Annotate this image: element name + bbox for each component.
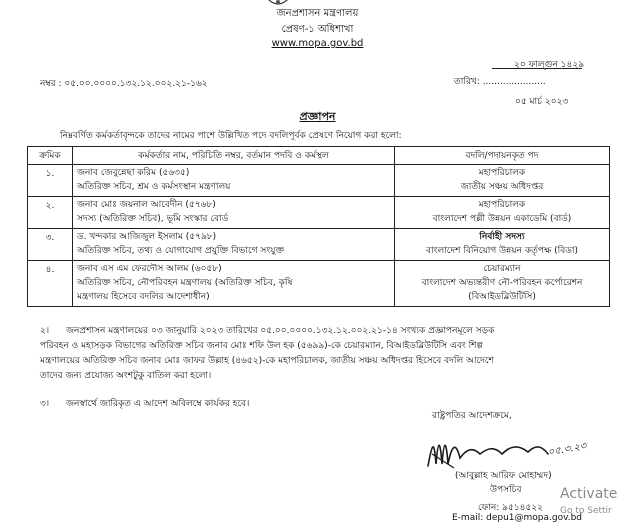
website-link[interactable]: www.mopa.gov.bd: [271, 38, 364, 49]
officer-position: অতিরিক্ত সচিব, শ্রম ও কর্মসংস্থান মন্ত্রণালয়: [77, 182, 231, 192]
settings-watermark: Go to Settir: [560, 506, 612, 516]
date-english: ০৫ মার্চ ২০২৩: [515, 97, 569, 107]
officer-position: সদস্য (অতিরিক্ত সচিব), ভূমি সংস্কার বোর্ড: [77, 214, 229, 224]
row-posting: [395, 197, 610, 229]
ministry-name: জনপ্রশাসন মন্ত্রণালয়: [276, 8, 359, 19]
posting-title: মহাপরিচালক: [478, 200, 526, 210]
table-row: [28, 165, 610, 197]
paragraph-2-line: তাদের জন্য প্রযোজ্য অংশটুকু বাতিল করা হলো।: [40, 371, 212, 381]
officer-name: জনাব এস এম ফেরদৌস আলম (৬০৫৮): [77, 264, 222, 274]
paragraph-2-number: ২।: [40, 326, 50, 336]
officer-name: জনাব জেবুন্নেছা করিম (৫৬৩৫): [77, 168, 190, 178]
by-order-text: রাষ্ট্রপতির আদেশক্রমে,: [432, 411, 512, 421]
signatory-email: E-mail: depu1@mopa.gov.bd: [452, 513, 582, 523]
header-officer: কর্মকর্তার নাম, পরিচিতি নম্বর, বর্তমান পদবি ও কর্মস্থল: [73, 147, 395, 165]
table-row: [28, 197, 610, 229]
header-posting: বদলি/পদায়নকৃত পদ: [395, 147, 610, 165]
paragraph-3-number: ৩।: [40, 399, 50, 409]
row-officer: [73, 261, 395, 307]
row-officer: [73, 197, 395, 229]
paragraph-2-line: মন্ত্রণালয়ের অতিরিক্ত সচিব জনাব মোঃ জাফর উল্লাহ (৪৬৫২)-কে মহাপরিচালক, জাতীয় সঞ্চয় অধিদপ্তর হিসেবে বদলি আদেশে: [40, 356, 494, 366]
document-title: প্রজ্ঞাপন: [299, 110, 336, 123]
row-serial: ৩.: [28, 229, 73, 261]
signatory-designation: উপসচিব: [490, 485, 522, 495]
officer-position: অতিরিক্ত সচিব, নৌপরিবহন মন্ত্রণালয় (অতিরিক্ত সচিব, কৃষি: [77, 278, 293, 288]
table-header-row: [28, 147, 610, 165]
row-officer: [73, 165, 395, 197]
row-posting: [395, 261, 610, 307]
paragraph-2-line: জনপ্রশাসন মন্ত্রণালয়ের ০৩ জানুয়ারি ২০২৩ তারিখের ০৫.০০.০০০০.১৩২.১২.০০২.২১-১৪ সংখ্যক প্রজ্ঞাপনমূলে সড়ক: [66, 326, 495, 336]
row-posting: [395, 229, 610, 261]
signature-date: ০৫.৩.২৩: [547, 440, 588, 459]
posting-office: বাংলাদেশ অভ্যন্তরীণ নৌ-পরিবহন কর্পোরেশন: [421, 278, 583, 288]
posting-table: [27, 146, 610, 307]
date-divider: [492, 68, 582, 69]
row-serial: ৪.: [28, 261, 73, 307]
branch-name: প্রেষণ-১ অধিশাখা: [281, 24, 354, 35]
activate-watermark: Activate: [560, 486, 618, 502]
posting-office: বাংলাদেশ পল্লী উন্নয়ন একাডেমি (বার্ড): [432, 214, 572, 224]
date-label: তারিখ: ......................: [454, 77, 546, 87]
paragraph-2-line: পরিবহন ও মহাসড়ক বিভাগের অতিরিক্ত সচিব জনাব মোঃ শফি উল হক (৫৬৯৯)-কে চেয়ারম্যান, বিআইডব্লিউটিসি এবং শিল্প: [40, 341, 483, 351]
officer-position: অতিরিক্ত সচিব, তথ্য ও যোগাযোগ প্রযুক্তি বিভাগে সংযুক্ত: [77, 246, 285, 256]
posting-title: নির্বাহী সদস্য: [479, 232, 525, 242]
posting-title: চেয়ারম্যান: [483, 264, 521, 274]
posting-office: জাতীয় সঞ্চয় অধিদপ্তর: [460, 182, 544, 192]
posting-title: মহাপরিচালক: [478, 168, 526, 178]
intro-text: নিম্নবর্ণিত কর্মকর্তাবৃন্দকে তাদের নামের পাশে উল্লিখিত পদে বদলিপূর্বক প্রেষণে নিয়োগ করা হলো:: [60, 131, 402, 141]
memo-number: নম্বর : ০৫.০০.০০০০.১৩২.১২.০০২.২১-১৬২: [40, 79, 208, 89]
paragraph-3-text: জনস্বার্থে জারিকৃত এ আদেশ অবিলম্বে কার্যকর হবে।: [66, 399, 250, 409]
table-row: [28, 261, 610, 307]
row-officer: [73, 229, 395, 261]
table-row: [28, 229, 610, 261]
signatory-name: (আবুল্লাহ আরিফ মোহাম্মদ): [455, 471, 552, 481]
posting-office: বাংলাদেশ বিনিয়োগ উন্নয়ন কর্তৃপক্ষ (বিডা): [426, 246, 578, 256]
date-bangla: ২০ ফাল্গুন ১৪২৯: [514, 60, 585, 70]
officer-name: ড. খন্দকার আজিজুল ইসলাম (৫৭৯৮): [77, 232, 217, 242]
row-serial: ১.: [28, 165, 73, 197]
officer-name: জনাব মোঃ জয়নাল আবেদীন (৫৭৬৮): [77, 200, 216, 210]
header-serial: ক্রমিক: [28, 147, 73, 165]
posting-office-abbr: (বিআইডব্লিউটিসি): [468, 292, 536, 302]
row-serial: ২.: [28, 197, 73, 229]
row-posting: [395, 165, 610, 197]
signatory-phone: ফোন: ৯৫১৪৫২২: [478, 503, 544, 513]
officer-position-cont: মন্ত্রণালয় হিসেবে বদলির আদেশাধীন): [77, 292, 210, 302]
